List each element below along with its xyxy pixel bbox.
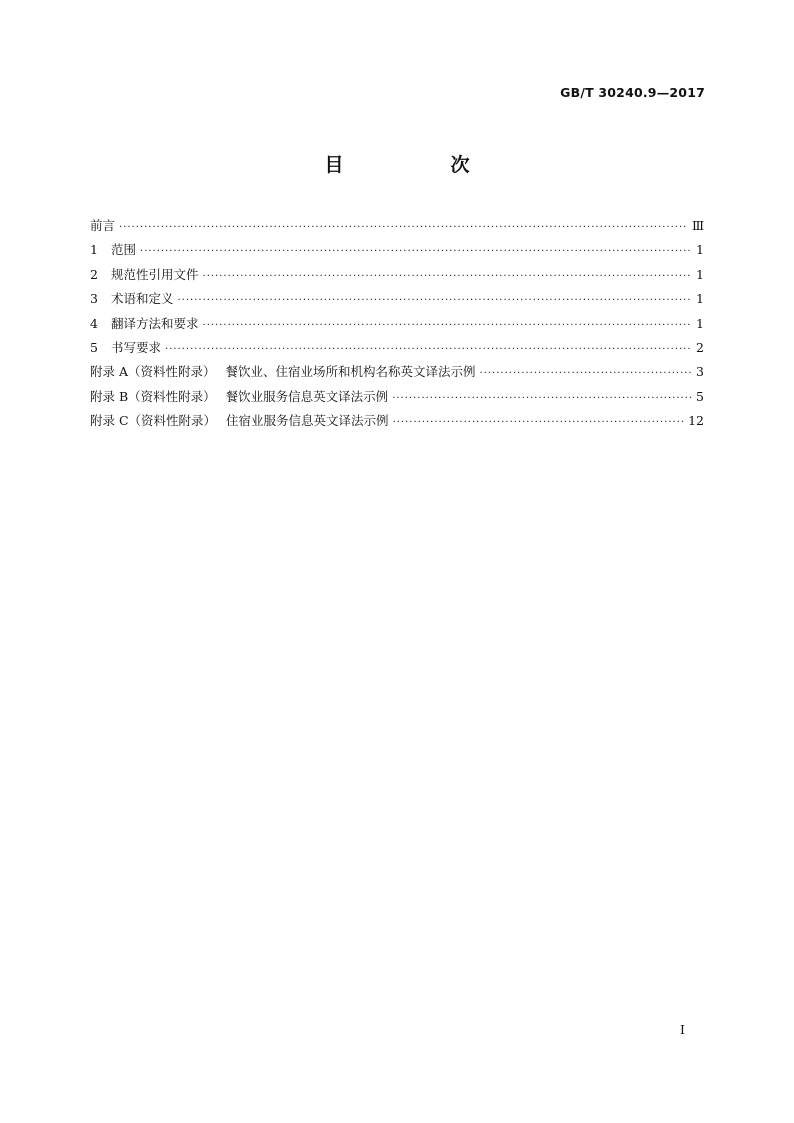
toc-entry-text: 住宿业服务信息英文译法示例 xyxy=(226,413,389,429)
toc-entry-terms-definitions[interactable] xyxy=(90,289,704,313)
toc-entry-label xyxy=(90,240,136,258)
toc-entry-label xyxy=(90,265,199,283)
toc-entry-label xyxy=(90,362,476,380)
toc-entry-text: 规范性引用文件 xyxy=(111,266,199,282)
toc-entry-appendix-b[interactable] xyxy=(90,387,704,411)
toc-entry-scope[interactable] xyxy=(90,240,704,264)
toc-entry-foreword[interactable] xyxy=(90,216,704,240)
toc-entry-text: 范围 xyxy=(111,242,137,258)
toc-entry-appendix-c[interactable] xyxy=(90,411,704,435)
page-title: 目 次 xyxy=(324,154,514,176)
toc-page-number: 5 xyxy=(696,388,704,404)
toc-entry-label: 前言 xyxy=(90,218,116,233)
toc-entry-label xyxy=(90,387,388,405)
toc-entry-text: 书写要求 xyxy=(111,339,162,355)
toc-page-number: 12 xyxy=(688,413,704,429)
toc-page-number: 1 xyxy=(696,291,704,307)
page-number: I xyxy=(680,1022,685,1037)
toc-leader-dots xyxy=(393,417,685,428)
toc-entry-label xyxy=(90,411,389,429)
toc-entry-label xyxy=(90,338,161,356)
standard-code: GB/T 30240.9—2017 xyxy=(560,85,705,100)
toc-page-number: 1 xyxy=(696,315,704,331)
toc-entry-label xyxy=(90,289,174,307)
toc-section-number: 5 xyxy=(90,339,98,355)
toc-page-number: Ⅲ xyxy=(691,218,704,233)
toc-entry-writing-requirements[interactable] xyxy=(90,338,704,362)
toc-leader-dots xyxy=(178,295,692,306)
toc-section-number: 3 xyxy=(90,291,98,307)
toc-entry-translation-methods[interactable] xyxy=(90,314,704,338)
toc-entry-text: 餐饮业、住宿业场所和机构名称英文译法示例 xyxy=(225,364,476,380)
toc-section-number: 1 xyxy=(90,242,98,258)
toc-appendix-label: 附录 A（资料性附录） xyxy=(90,364,216,380)
toc-page-number: 2 xyxy=(696,339,704,355)
toc-entry-text: 餐饮业服务信息英文译法示例 xyxy=(225,388,389,404)
toc-leader-dots xyxy=(203,271,692,282)
toc-leader-dots xyxy=(480,368,692,379)
toc-appendix-label: 附录 B（资料性附录） xyxy=(90,388,216,404)
toc-entry-text: 术语和定义 xyxy=(111,291,174,307)
toc-section-number: 4 xyxy=(90,315,98,331)
table-of-contents xyxy=(90,216,704,436)
toc-leader-dots xyxy=(203,320,692,331)
toc-page-number: 3 xyxy=(696,364,704,380)
toc-entry-label xyxy=(90,314,199,332)
toc-page-number: 1 xyxy=(696,242,704,258)
toc-leader-dots xyxy=(165,344,692,355)
toc-leader-dots xyxy=(392,393,692,404)
toc-section-number: 2 xyxy=(90,266,98,282)
toc-leader-dots xyxy=(140,246,692,257)
toc-appendix-label: 附录 C（资料性附录） xyxy=(90,413,217,429)
toc-entry-normative-references[interactable] xyxy=(90,265,704,289)
toc-page-number: 1 xyxy=(696,266,704,282)
toc-leader-dots xyxy=(119,222,688,233)
toc-entry-appendix-a[interactable] xyxy=(90,362,704,386)
toc-entry-text: 翻译方法和要求 xyxy=(111,315,199,331)
